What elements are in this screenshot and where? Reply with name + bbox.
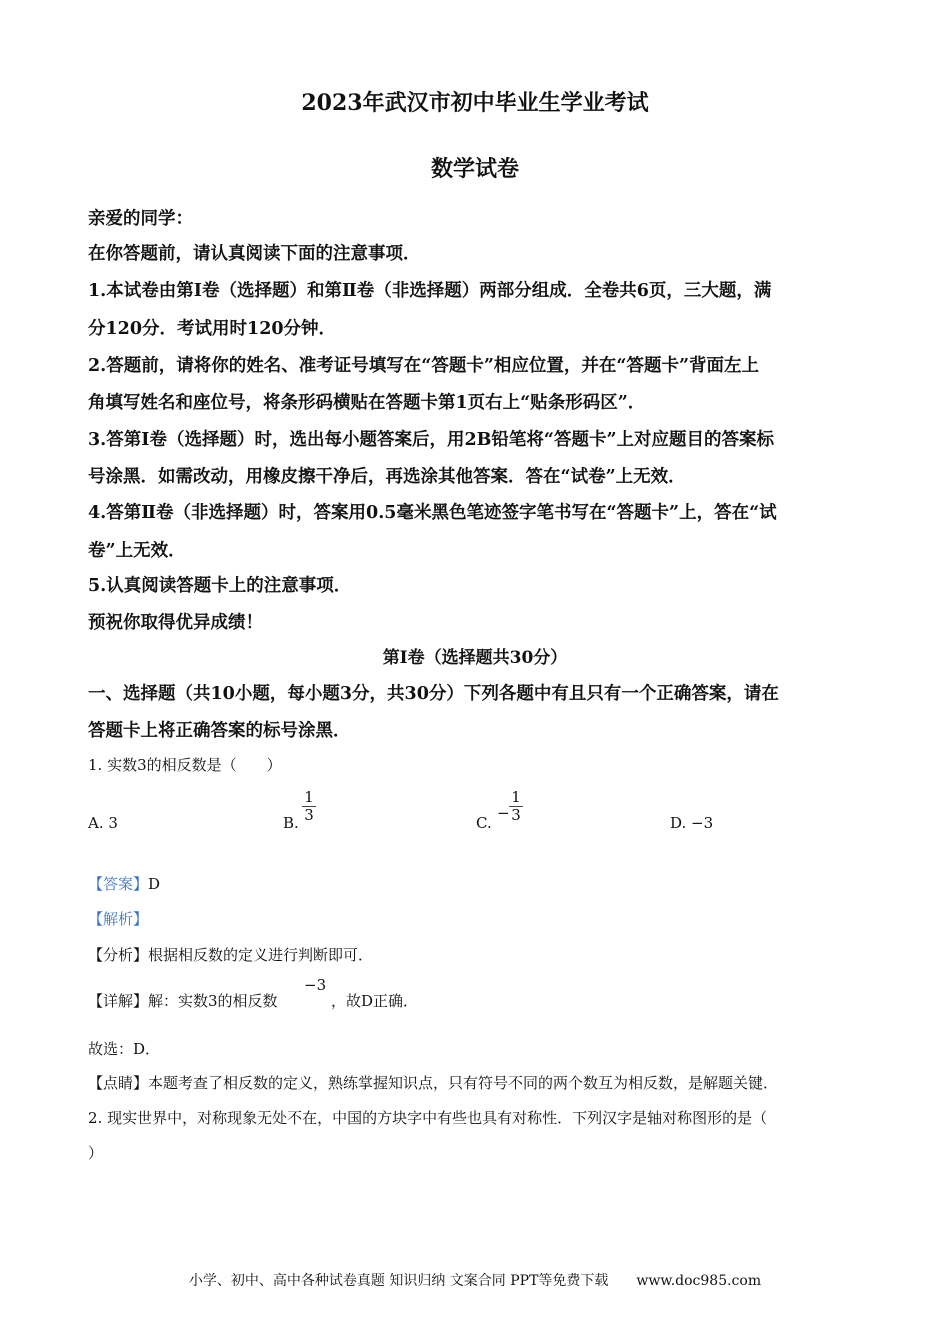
answer-line	[88, 873, 160, 894]
option-d-value: −3	[691, 814, 714, 832]
page-footer: 小学、初中、高中各种试卷真题 知识归纳 文案合同 PPT等免费下载 www.doc985.com	[188, 1273, 762, 1289]
notice-item-1: 1.本试卷由第Ⅰ卷（选择题）和第Ⅱ卷（非选择题）两部分组成．全卷共6页，三大题，满	[88, 281, 772, 301]
notice-item-5: 5.认真阅读答题卡上的注意事项．	[88, 576, 352, 596]
option-c-label: C.	[476, 814, 492, 832]
option-c-fraction	[509, 789, 523, 824]
analysis-detail-after: ，故D正确．	[331, 992, 419, 1010]
option-c-denominator: 3	[509, 806, 523, 824]
analysis-detail-before: 【详解】解：实数3的相反数	[88, 992, 278, 1010]
notice-greeting: 亲爱的同学：	[88, 209, 193, 229]
option-b-numerator: 1	[304, 788, 314, 806]
option-b-label: B.	[283, 814, 299, 832]
analysis-detail-value: −3	[304, 976, 327, 994]
option-d-label: D.	[670, 814, 687, 832]
option-c-sign: −	[497, 804, 510, 822]
option-c-numerator: 1	[511, 788, 521, 806]
option-b-denominator: 3	[302, 806, 316, 824]
section-heading: 第Ⅰ卷（选择题共30分）	[382, 648, 568, 668]
choose-line: 故选：D．	[88, 1040, 161, 1058]
notice-intro: 在你答题前，请认真阅读下面的注意事项．	[88, 244, 421, 264]
option-d	[670, 814, 713, 832]
question-2-stem: 2. 现实世界中，对称现象无处不在，中国的方块字中有些也具有对称性．下列汉字是轴对称图形的是（	[88, 1109, 768, 1127]
option-a-label: A.	[88, 814, 104, 832]
notice-item-4: 4.答第Ⅱ卷（非选择题）时，答案用0.5毫米黑色笔迹签字笔书写在“答题卡”上，答在“试	[88, 503, 777, 523]
section-instruction: 一、选择题（共10小题，每小题3分，共30分）下列各题中有且只有一个正确答案，请在	[88, 684, 779, 704]
analysis-fenxi: 【分析】根据相反数的定义进行判断即可．	[88, 946, 374, 964]
option-b-fraction	[302, 789, 316, 824]
option-a	[88, 814, 118, 832]
notice-item-2-cont: 角填写姓名和座位号，将条形码横贴在答题卡第1页右上“贴条形码区”．	[88, 393, 646, 413]
notice-item-4-cont: 卷”上无效．	[88, 541, 186, 561]
notice-item-3: 3.答第Ⅰ卷（选择题）时，选出每小题答案后，用2B铅笔将“答题卡”上对应题目的答案标	[88, 430, 775, 450]
answer-tag: 【答案】	[88, 875, 149, 893]
answer-value: D	[148, 875, 161, 893]
notice-item-1-cont: 分120分．考试用时120分钟．	[88, 319, 337, 339]
exam-subtitle: 数学试卷	[430, 156, 519, 182]
analysis-tag: 【解析】	[88, 910, 149, 928]
comment-line: 【点睛】本题考查了相反数的定义，熟练掌握知识点，只有符号不同的两个数互为相反数，是解题关键．	[88, 1074, 779, 1092]
question-2-stem-cont: ）	[88, 1144, 104, 1162]
option-a-value: 3	[108, 814, 118, 832]
notice-wish: 预祝你取得优异成绩！	[88, 613, 263, 633]
notice-item-2: 2.答题前，请将你的姓名、准考证号填写在“答题卡”相应位置，并在“答题卡”背面左上	[88, 356, 760, 376]
section-instruction-cont: 答题卡上将正确答案的标号涂黑．	[88, 721, 351, 741]
notice-item-3-cont: 号涂黑．如需改动，用橡皮擦干净后，再选涂其他答案．答在“试卷”上无效．	[88, 467, 686, 487]
exam-title: 2023年武汉市初中毕业生学业考试	[301, 90, 649, 116]
question-1-stem: 1. 实数3的相反数是（ ）	[88, 756, 282, 774]
